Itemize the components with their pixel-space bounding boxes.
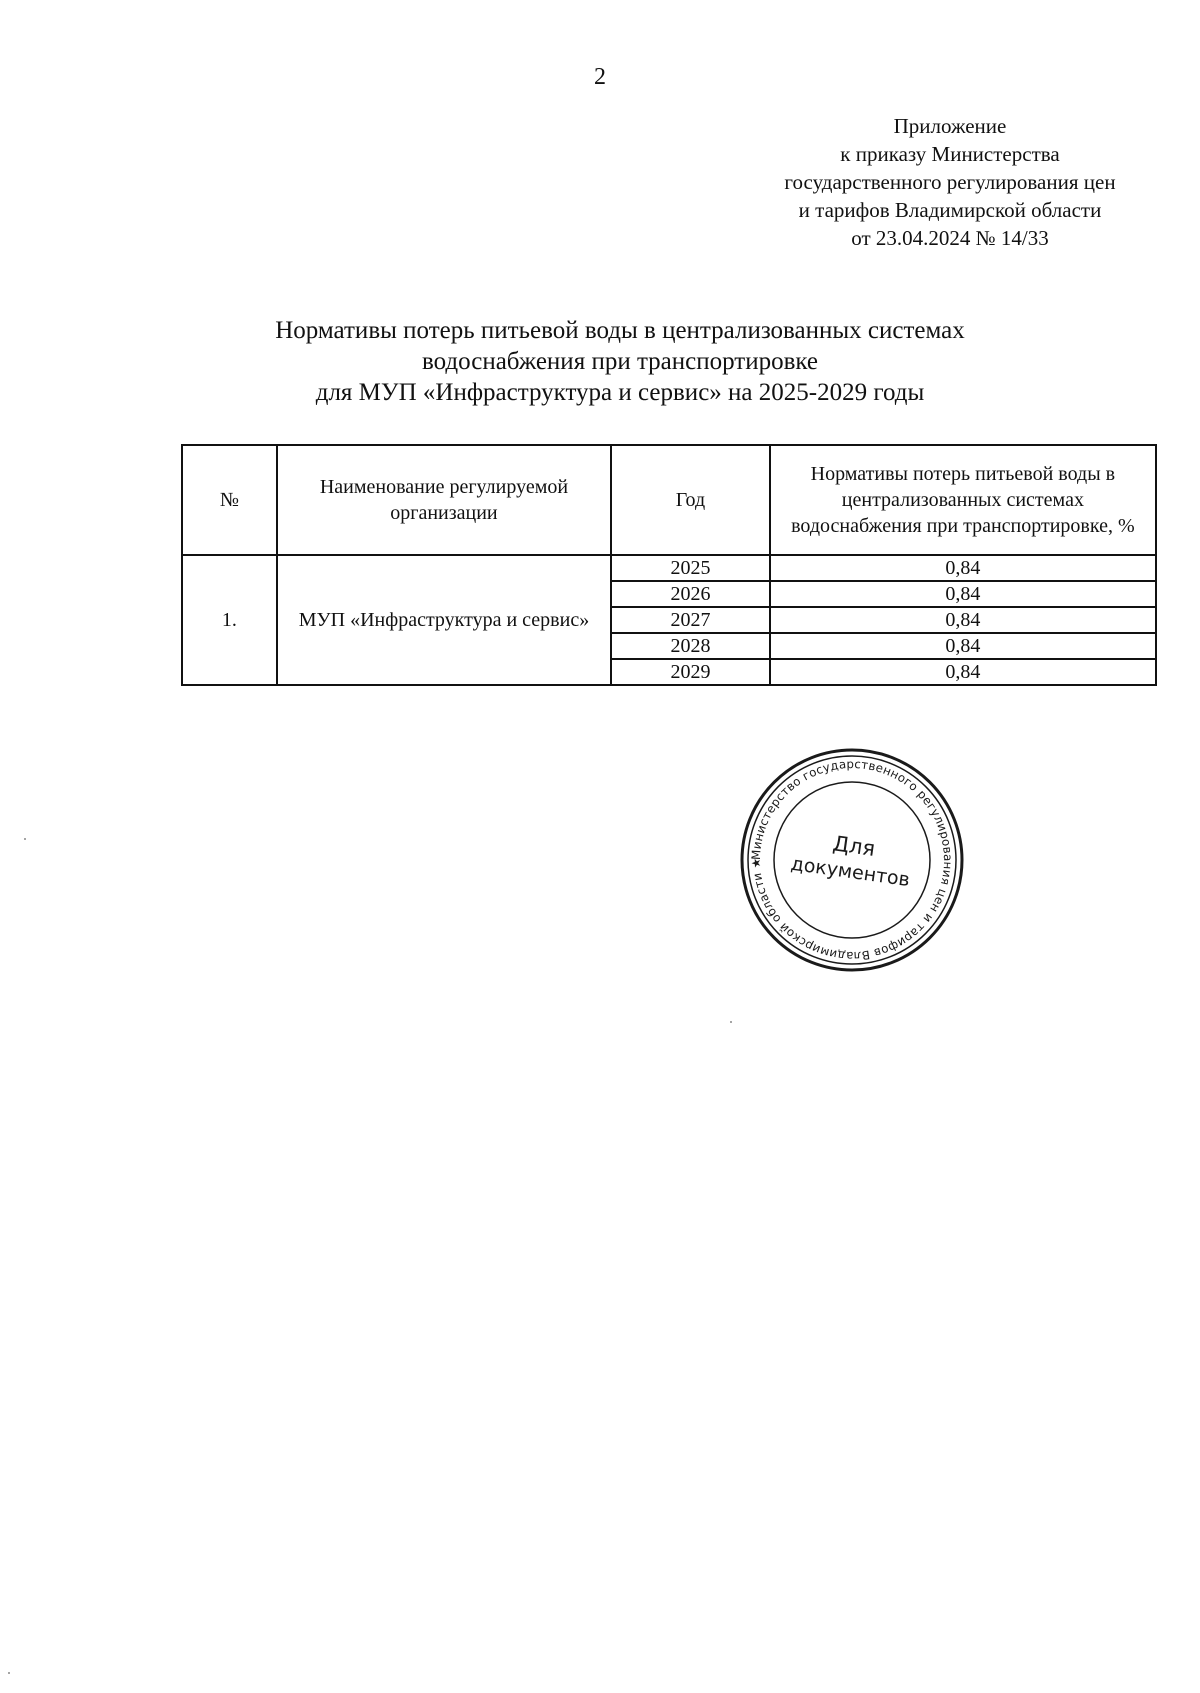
document-title	[170, 315, 1070, 408]
appendix-line: государственного регулирования цен	[784, 170, 1116, 194]
title-line: для МУП «Инфраструктура и сервис» на 2025-2029 годы	[315, 379, 925, 406]
cell-year: 2028	[611, 633, 770, 659]
appendix-line: и тарифов Владимирской области	[798, 198, 1102, 222]
page-number: 2	[594, 64, 606, 90]
stamp-ring-textpath: Министерство государственного регулирования цен и тарифов Владимирской области ★	[748, 756, 956, 964]
official-stamp	[740, 748, 964, 972]
cell-norm-value: 0,84	[770, 607, 1156, 633]
cell-norm-value: 0,84	[770, 581, 1156, 607]
stamp-center-line2: документов	[789, 852, 912, 892]
scan-speck	[730, 1021, 732, 1023]
cell-year: 2025	[611, 555, 770, 581]
appendix-line: к приказу Министерства	[840, 142, 1060, 166]
norms-table	[181, 444, 1157, 686]
cell-norm-value: 0,84	[770, 659, 1156, 685]
table-row	[182, 555, 1156, 581]
cell-row-number: 1.	[182, 555, 277, 685]
title-line: водоснабжения при транспортировке	[421, 348, 819, 375]
cell-norm-value: 0,84	[770, 555, 1156, 581]
title-line: Нормативы потерь питьевой воды в централизованных системах	[275, 317, 965, 344]
header-year: Год	[611, 445, 770, 555]
header-norm: Нормативы потерь питьевой воды в централизованных системах водоснабжения при транспортировке, %	[770, 445, 1156, 555]
stamp-ring-text	[749, 757, 955, 963]
cell-norm-value: 0,84	[770, 633, 1156, 659]
cell-year: 2026	[611, 581, 770, 607]
stamp-center-line1: Для	[831, 831, 877, 861]
scan-speck	[24, 838, 26, 840]
appendix-block	[760, 112, 1140, 252]
stamp-outer-ring	[742, 750, 962, 970]
header-number: №	[182, 445, 277, 555]
appendix-line: от 23.04.2024 № 14/33	[851, 226, 1049, 250]
table-header-row	[182, 445, 1156, 555]
cell-year: 2027	[611, 607, 770, 633]
appendix-line: Приложение	[893, 114, 1007, 138]
cell-organization: МУП «Инфраструктура и сервис»	[277, 555, 611, 685]
cell-year: 2029	[611, 659, 770, 685]
header-organization: Наименование регулируемой организации	[277, 445, 611, 555]
scan-speck	[8, 1672, 10, 1674]
